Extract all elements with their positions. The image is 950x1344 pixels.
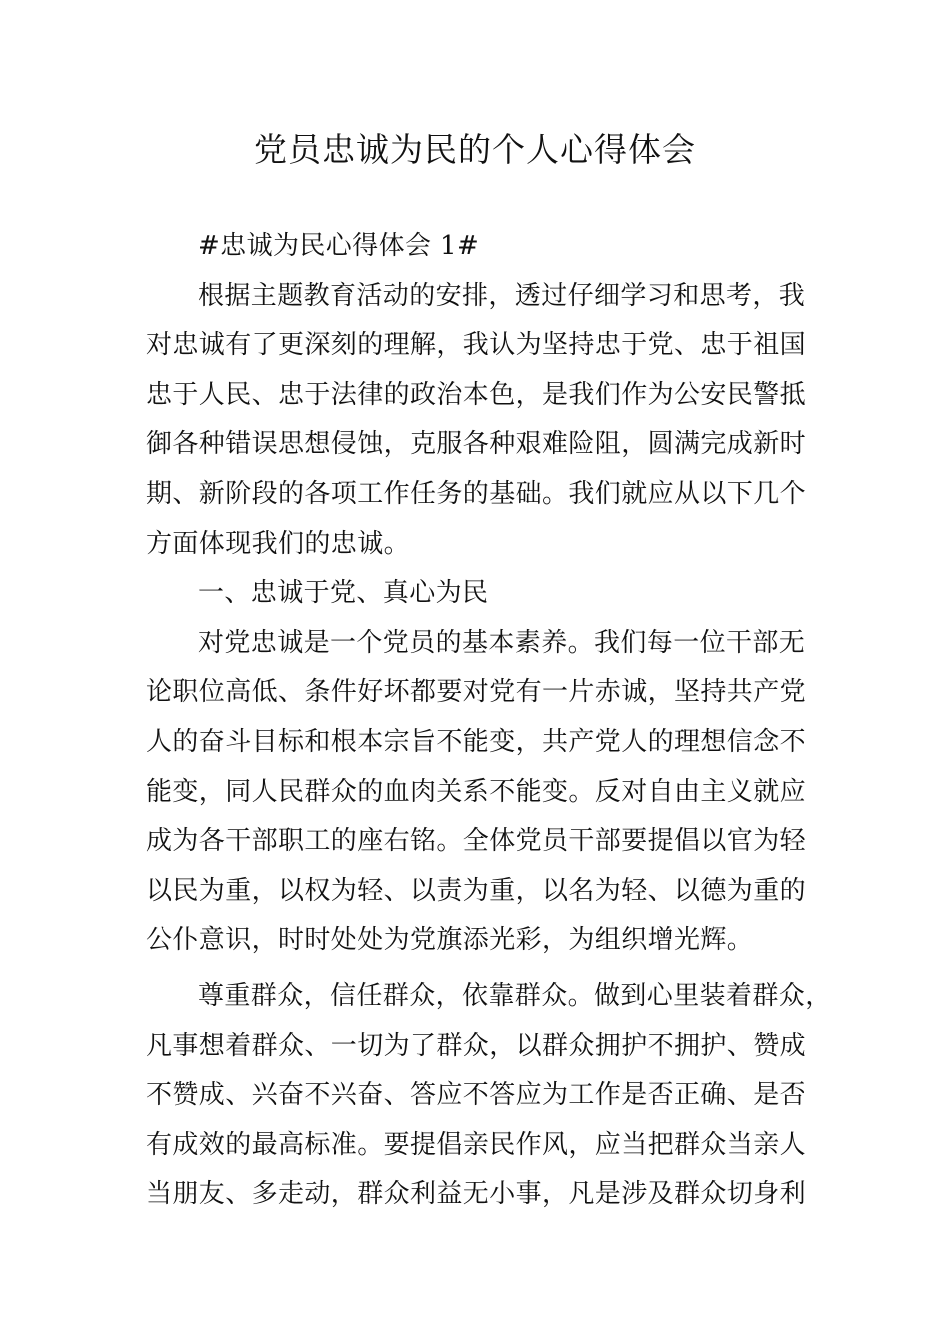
paragraph-line: 对忠诚有了更深刻的理解，我认为坚持忠于党、忠于祖国: [146, 330, 807, 361]
paragraph-line: 凡事想着群众、一切为了群众，以群众拥护不拥护、赞成: [146, 1030, 807, 1061]
paragraph-line: 对党忠诚是一个党员的基本素养。我们每一位干部无: [198, 627, 806, 658]
paragraph-line: 有成效的最高标准。要提倡亲民作风，应当把群众当亲人: [146, 1129, 807, 1160]
paragraph-line: 论职位高低、条件好坏都要对党有一片赤诚，坚持共产党: [146, 677, 807, 708]
paragraph-line: 根据主题教育活动的安排，透过仔细学习和思考，我: [198, 280, 806, 311]
section-heading: #忠诚为民心得体会 1#: [198, 231, 480, 261]
paragraph-line: 御各种错误思想侵蚀，克服各种艰难险阻，圆满完成新时: [146, 429, 807, 460]
paragraph-line: 期、新阶段的各项工作任务的基础。我们就应从以下几个: [146, 478, 807, 509]
paragraph-line: 不赞成、兴奋不兴奋、答应不答应为工作是否正确、是否: [146, 1080, 807, 1111]
paragraph-line: 尊重群众，信任群众，依靠群众。做到心里装着群众，: [198, 980, 832, 1011]
paragraph-line: 以民为重，以权为轻、以责为重，以名为轻、以德为重的: [146, 875, 807, 906]
paragraph-line: 公仆意识，时时处处为党旗添光彩，为组织增光辉。: [146, 925, 754, 956]
paragraph-line: 当朋友、多走动，群众利益无小事，凡是涉及群众切身利: [146, 1179, 807, 1210]
paragraph-line: 成为各干部职工的座右铭。全体党员干部要提倡以官为轻: [146, 826, 807, 857]
paragraph-line: 忠于人民、忠于法律的政治本色，是我们作为公安民警抵: [146, 379, 807, 410]
document-body: [146, 222, 832, 1220]
paragraph-line: 人的奋斗目标和根本宗旨不能变，共产党人的理想信念不: [146, 726, 807, 757]
section-heading: 一、忠诚于党、真心为民: [198, 578, 489, 609]
document-title: 党员忠诚为民的个人心得体会: [254, 130, 696, 169]
paragraph-line: 能变，同人民群众的血肉关系不能变。反对自由主义就应: [146, 776, 807, 807]
paragraph-line: 方面体现我们的忠诚。: [146, 528, 411, 559]
